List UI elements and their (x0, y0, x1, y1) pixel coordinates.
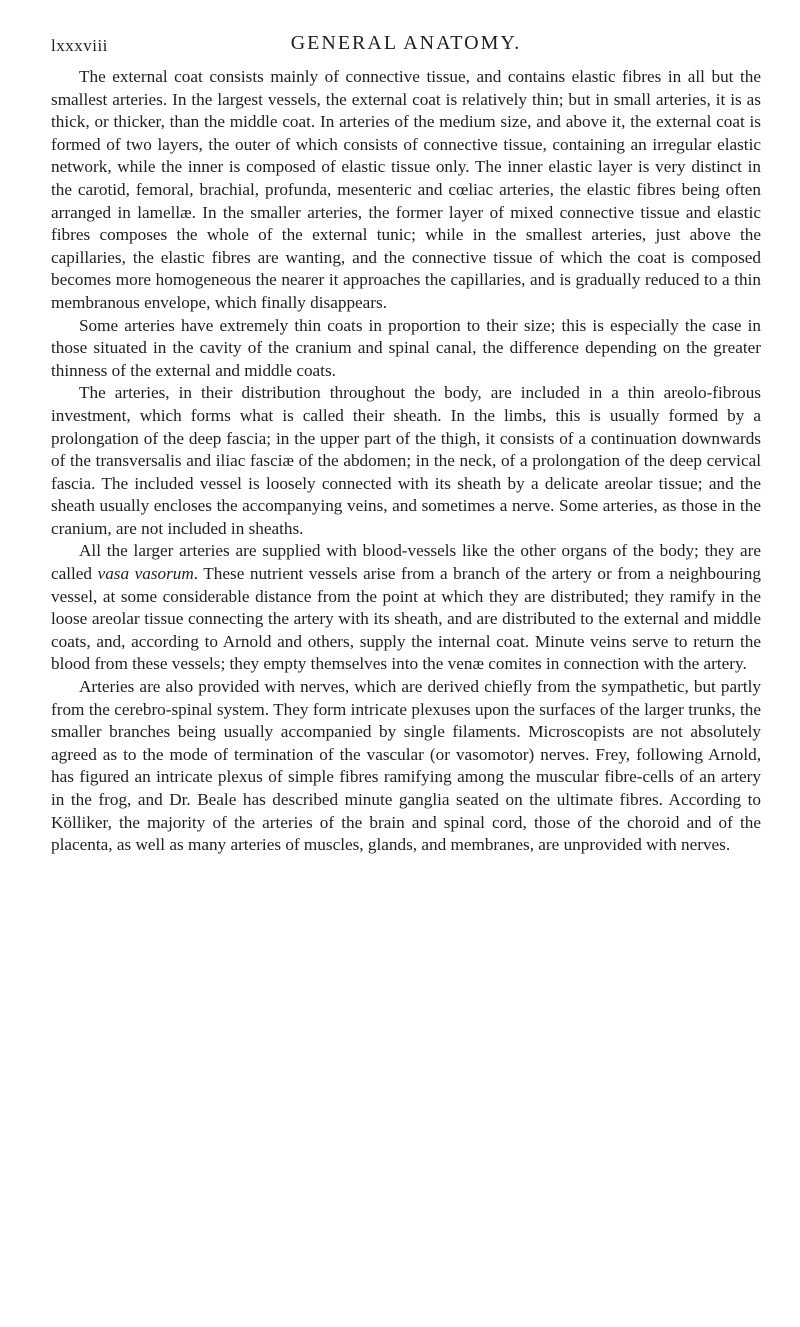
paragraph-thin-coats: Some arteries have extremely thin coats in proportion to their size; this is especially the case in those situated in the cavity of the cranium and spinal canal, the difference depending on the greater thinness of the external and middle coats. (51, 315, 761, 380)
running-head (51, 30, 761, 60)
vasa-vasorum-text-after: . These nutrient vessels arise from a branch of the artery or from a neighbouring vessel, at some considerable distance from the point at which they are distributed; they ramify in the loose areolar tissue connecting the artery with its sheath, and are distributed to the external and middle coats, and, according to Arnold and others, supply the internal coat. Minute veins serve to return the blood from these vessels; they empty themselves into the venæ comites in connection with the artery. (51, 564, 761, 674)
body-text (51, 66, 761, 857)
vasa-vasorum-term: vasa vasorum (97, 564, 194, 584)
vasa-vasorum-text-before: All the larger arteries are supplied with blood-vessels like the other organs of the body; they are called (51, 541, 761, 584)
book-page (51, 30, 761, 857)
page-number: lxxxviii (51, 36, 108, 55)
running-title: GENERAL ANATOMY. (290, 32, 522, 54)
paragraph-external-coat: The external coat consists mainly of connective tissue, and contains elastic fibres in all but the smallest arteries. In the largest vessels, the external coat is relatively thin; but in small arteries, it is as thick, or thicker, than the middle coat. In arteries of the medium size, and above it, the external coat is formed of two layers, the outer of which consists of connective tissue, containing an irregular elastic network, while the inner is composed of elastic tissue only. The inner elastic layer is very distinct in the carotid, femoral, brachial, profunda, mesenteric and cœliac arteries, the elastic fibres being often arranged in lamellæ. In the smaller arteries, the former layer of mixed connective tissue and elastic fibres composes the whole of the external tunic; while in the smallest arteries, just above the capillaries, the elastic fibres are wanting, and the connective tissue of which the coat is composed becomes more homogeneous the nearer it approaches the capillaries, and is gradually reduced to a thin membranous envelope, which finally disappears. (51, 67, 761, 312)
paragraph-vasa-vasorum (51, 540, 761, 676)
paragraph-nerves: Arteries are also provided with nerves, which are derived chiefly from the sympathetic, but partly from the cerebro-spinal system. They form intricate plexuses upon the surfaces of the larger trunks, the smaller branches being usually accompanied by single filaments. Microscopists are not absolutely agreed as to the mode of termination of the vascular (or vasomotor) nerves. Frey, following Arnold, has figured an intricate plexus of simple fibres ramifying among the muscular fibre-cells of an artery in the frog, and Dr. Beale has described minute ganglia seated on the ultimate fibres. According to Kölliker, the majority of the arteries of the brain and spinal cord, those of the choroid and of the placenta, as well as many arteries of muscles, glands, and membranes, are unprovided with nerves. (51, 677, 761, 855)
paragraph-sheath: The arteries, in their distribution throughout the body, are included in a thin areolo-fibrous investment, which forms what is called their sheath. In the limbs, this is usually formed by a prolongation of the deep fascia; in the upper part of the thigh, it consists of a continuation downwards of the transversalis and iliac fasciæ of the abdomen; in the neck, of a prolongation of the deep cervical fascia. The included vessel is loosely connected with its sheath by a delicate areolar tissue; and the sheath usually encloses the accompanying veins, and sometimes a nerve. Some arteries, as those in the cranium, are not included in sheaths. (51, 383, 761, 538)
